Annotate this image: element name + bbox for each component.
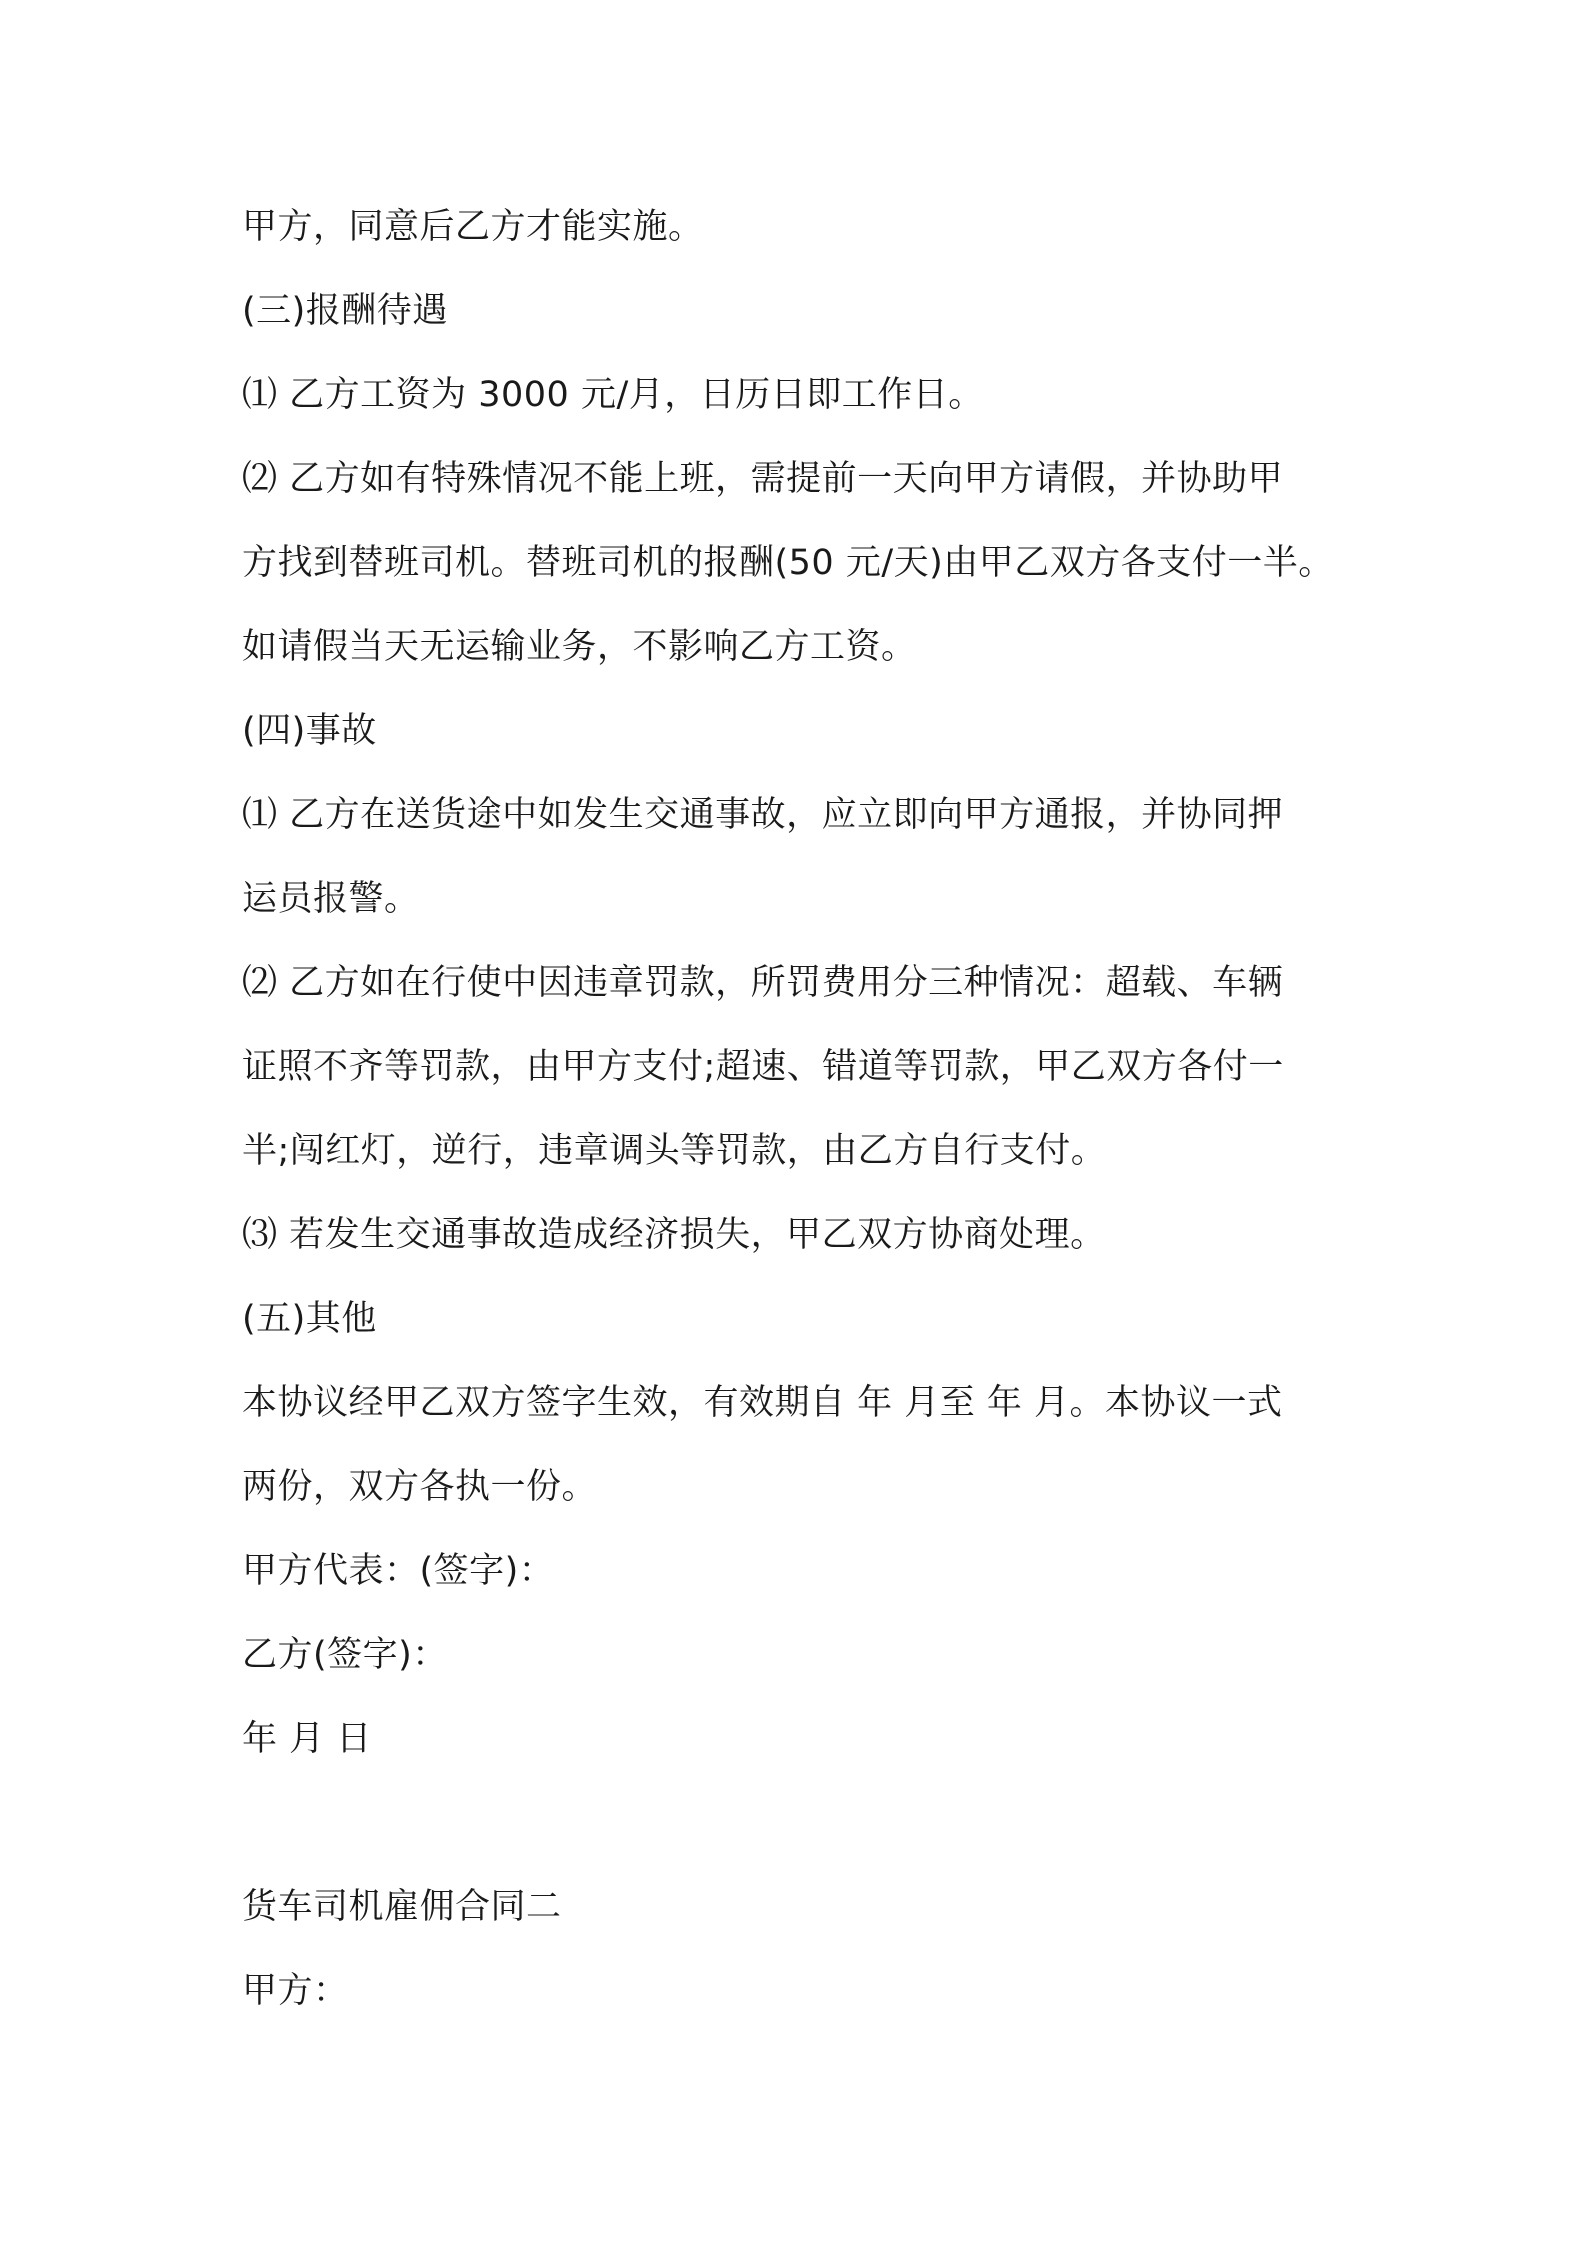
clause-validity-line-1: 本协议经甲乙双方签字生效，有效期自 年 月至 年 月。本协议一式 [242,1383,1283,1423]
clause-leave-line-1: ⑵ 乙方如有特殊情况不能上班，需提前一天向甲方请假，并协助甲 [242,459,1284,499]
signature-party-b: 乙方(签字)： [242,1635,448,1675]
text-line-continuation: 甲方，同意后乙方才能实施。 [242,207,704,247]
section-heading-other: (五)其他 [242,1299,377,1339]
clause-fines-line-3: 半;闯红灯，逆行，违章调头等罚款，由乙方自行支付。 [242,1131,1107,1171]
clause-leave-line-2: 方找到替班司机。替班司机的报酬(50 元/天)由甲乙双方各支付一半。 [242,543,1334,583]
clause-fines-line-1: ⑵ 乙方如在行使中因违章罚款，所罚费用分三种情况：超载、车辆 [242,963,1284,1003]
clause-leave-line-3: 如请假当天无运输业务，不影响乙方工资。 [242,627,917,667]
section-heading-accident: (四)事故 [242,711,377,751]
contract-two-party-a: 甲方： [242,1971,349,2011]
clause-accident-line-2: 运员报警。 [242,879,420,919]
signature-party-a: 甲方代表：(签字)： [242,1551,555,1591]
clause-validity-line-2: 两份，双方各执一份。 [242,1467,598,1507]
clause-salary: ⑴ 乙方工资为 3000 元/月，日历日即工作日。 [242,375,984,415]
section-heading-remuneration: (三)报酬待遇 [242,291,448,331]
signature-date: 年 月 日 [242,1719,372,1759]
contract-two-title: 货车司机雇佣合同二 [242,1887,562,1927]
clause-accident-line-1: ⑴ 乙方在送货途中如发生交通事故，应立即向甲方通报，并协同押 [242,795,1284,835]
clause-loss: ⑶ 若发生交通事故造成经济损失，甲乙双方协商处理。 [242,1215,1106,1255]
clause-fines-line-2: 证照不齐等罚款，由甲方支付;超速、错道等罚款，甲乙双方各付一 [242,1047,1284,1087]
